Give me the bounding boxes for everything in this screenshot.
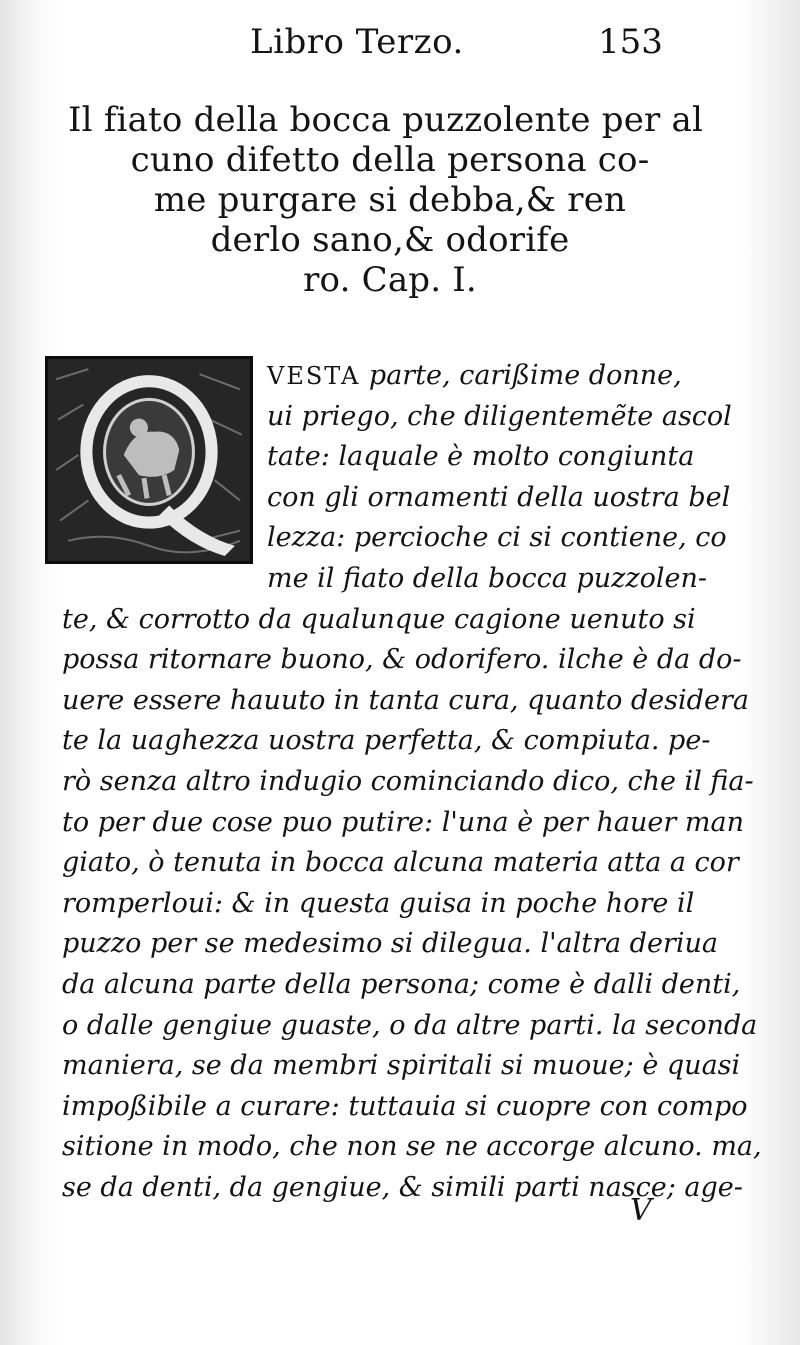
body-line: maniera, se da membri spiritali si muoue; è quasi — [62, 1050, 741, 1082]
body-text — [62, 356, 762, 1208]
body-line: te, & corrotto da qualunque cagione uenuto si — [62, 603, 696, 635]
body-line: se da denti, da gengiue, & simili parti nasce; age- — [62, 1171, 743, 1203]
body-line: con gli ornamenti della uostra bel — [267, 481, 731, 513]
chapter-heading — [50, 100, 730, 300]
body-line: da alcuna parte della persona; come è dalli denti, — [62, 968, 741, 1000]
body-line: uere essere hauuto in tanta cura, quanto desidera — [62, 684, 749, 716]
body-line: rò senza altro indugio cominciando dico, che il fia- — [62, 765, 754, 797]
heading-line: derlo sano,& odorife — [210, 220, 570, 260]
body-line: o dalle gengiue guaste, o da altre parti. la seconda — [62, 1009, 758, 1041]
heading-line: cuno difetto della persona co- — [130, 140, 650, 180]
body-line: te la uaghezza uostra perfetta, & compiuta. pe- — [62, 725, 711, 757]
heading-line: ro. Cap. I. — [303, 260, 477, 300]
body-line: tate: laquale è molto congiunta — [267, 441, 695, 473]
first-line-rest: parte, carißime donne, — [360, 360, 682, 391]
body-line: impoßibile a curare: tuttauia si cuopre con compo — [62, 1090, 748, 1122]
body-line: possa ritornare buono, & odorifero. ilche è da do- — [62, 644, 742, 676]
body-line: lezza: percioche ci si contiene, co — [267, 522, 727, 554]
body-line: romperloui: & in questa guisa in poche hore il — [62, 887, 695, 919]
catchword: V — [630, 1193, 652, 1228]
body-line: me il fiato della bocca puzzolen- — [267, 562, 707, 594]
running-head: Libro Terzo. — [250, 22, 464, 62]
heading-line: me purgare si debba,& ren — [153, 180, 627, 220]
heading-line: Il fiato della bocca puzzolente per al — [68, 100, 704, 140]
body-line: sitione in modo, che non se ne accorge alcuno. ma, — [62, 1131, 762, 1163]
first-word-caps: VESTA — [267, 362, 361, 390]
body-line: puzzo per se medesimo si dilegua. l'altra deriua — [62, 928, 718, 960]
body-line-first — [62, 356, 742, 397]
body-line: to per due cose puo putire: l'una è per hauer man — [62, 806, 744, 838]
body-line: giato, ò tenuta in bocca alcuna materia atta a cor — [62, 847, 739, 879]
page-number: 153 — [598, 22, 663, 62]
body-line: ui priego, che diligentemẽte ascol — [267, 400, 732, 432]
